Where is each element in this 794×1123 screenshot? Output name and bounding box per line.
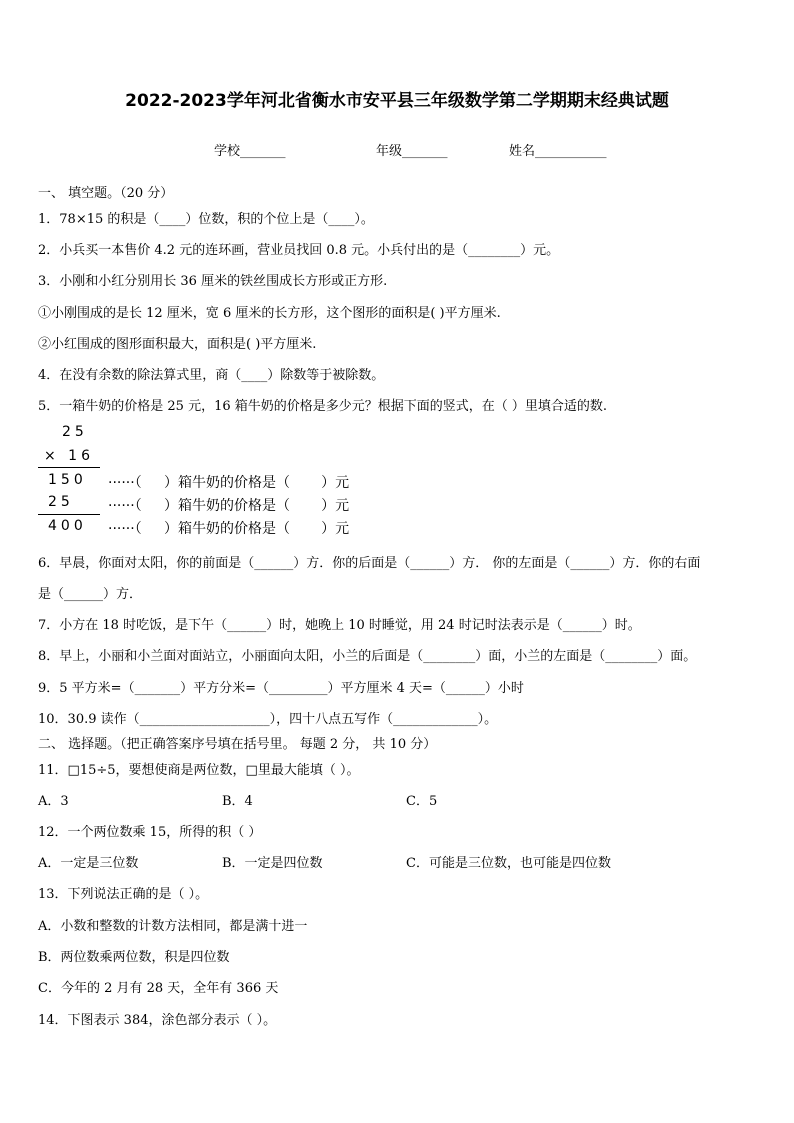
question-5: 5．一箱牛奶的价格是 25 元，16 箱牛奶的价格是多少元？根据下面的竖式，在（ ）里填合适的数. [38, 399, 608, 414]
question-11-option-a: A．3 [38, 794, 69, 809]
question-3: 3．小刚和小红分别用长 36 厘米的铁丝围成长方形或正方形. [38, 274, 388, 289]
question-13-option-c: C．今年的 2 月有 28 天，全年有 366 天 [38, 981, 279, 996]
calc-rule-2 [38, 514, 100, 515]
question-7: 7．小方在 18 时吃饭，是下午（______）时，她晚上 10 时睡觉，用 24 时记时法表示是（______）时。 [38, 618, 641, 633]
question-13-option-b: B．两位数乘两位数，积是四位数 [38, 950, 230, 965]
question-12-option-c: C．可能是三位数，也可能是四位数 [406, 856, 611, 871]
question-13: 13．下列说法正确的是（ ）。 [38, 887, 209, 902]
question-8: 8．早上，小丽和小兰面对面站立，小丽面向太阳，小兰的后面是（________）面，小兰的左面是（________）面。 [38, 649, 697, 664]
question-6-continued: 是（______）方． [38, 587, 143, 602]
calc-partial-2: 25 [48, 494, 74, 510]
calc-note-1: ······（ ）箱牛奶的价格是（ ）元 [108, 475, 350, 491]
question-11: 11．□15÷5，要想使商是两位数，□里最大能填（ ）。 [38, 763, 360, 778]
question-3-part-1: ①小刚围成的是长 12 厘米，宽 6 厘米的长方形，这个图形的面积是( )平方厘米. [38, 306, 501, 321]
question-6: 6．早晨，你面对太阳，你的前面是（______）方．你的后面是（______）方． 你的左面是（______）方．你的右面 [38, 556, 701, 571]
question-12: 12．一个两位数乘 15，所得的积（ ） [38, 825, 262, 840]
question-12-option-b: B．一定是四位数 [222, 856, 323, 871]
section-heading-choice: 二、 选择题。（把正确答案序号填在括号里。 每题 2 分， 共 10 分） [38, 737, 437, 752]
name-field: 姓名___________ [509, 144, 607, 159]
calc-product: 400 [48, 518, 87, 534]
question-1: 1．78×15 的积是（____）位数，积的个位上是（____）。 [38, 212, 374, 227]
calc-note-2: ······（ ）箱牛奶的价格是（ ）元 [108, 498, 350, 514]
question-10: 10．30.9 读作（____________________），四十八点五写作（_____________）。 [38, 712, 498, 727]
question-11-option-b: B．4 [222, 794, 253, 809]
question-9: 9．5 平方米=（_______）平方分米=（_________）平方厘米 4 天=（______）小时 [38, 681, 524, 696]
grade-field: 年级_______ [376, 144, 448, 159]
question-2: 2．小兵买一本售价 4.2 元的连环画，营业员找回 0.8 元。小兵付出的是（________）元。 [38, 243, 560, 258]
calc-note-3: ······（ ）箱牛奶的价格是（ ）元 [108, 521, 350, 537]
section-heading-fill: 一、 填空题。（20 分） [38, 186, 174, 201]
question-11-option-c: C．5 [406, 794, 438, 809]
question-3-part-2: ②小红围成的图形面积最大，面积是( )平方厘米. [38, 337, 317, 352]
calc-partial-1: 150 [48, 472, 87, 488]
question-4: 4．在没有余数的除法算式里，商（____）除数等于被除数。 [38, 368, 385, 383]
calc-multiplier: × 16 [44, 448, 94, 464]
question-12-option-a: A．一定是三位数 [38, 856, 139, 871]
school-field: 学校_______ [214, 144, 286, 159]
page-title: 2022-2023学年河北省衡水市安平县三年级数学第二学期期末经典试题 [125, 91, 669, 111]
question-14: 14．下图表示 384，涂色部分表示（ ）。 [38, 1013, 277, 1028]
question-13-option-a: A．小数和整数的计数方法相同，都是满十进一 [38, 919, 308, 934]
calc-multiplicand: 25 [62, 424, 88, 440]
calc-rule-1 [38, 467, 100, 468]
